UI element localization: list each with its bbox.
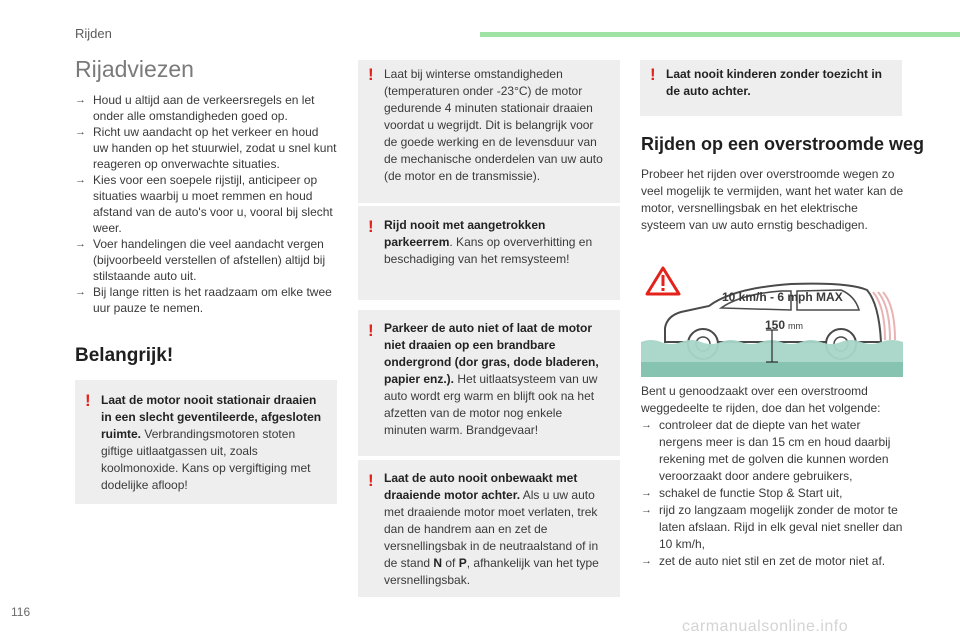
arrow-bullet-icon: → [75,94,86,106]
arrow-bullet-icon: → [75,126,86,138]
section-accent-bar [480,32,960,37]
warning-icon: ! [650,65,656,84]
warning-text: Als u uw auto met draaiende motor moet verlaten, trek dan de handrem aan en zet de versnellingsbak in de neutraalstand of in de stand [384,488,599,570]
page-title: Rijadviezen [75,56,194,82]
arrow-bullet-icon: → [641,504,652,516]
warning-text: Laat bij winterse omstandigheden (temperaturen onder -23°C) de motor gedurende 4 minuten stationair draaien voordat u wegrijdt. Dit is belangrijk voor de goede werking en de levensduur van de mechanische onderdelen van uw auto (de motor en de transmissie). [384,67,603,183]
warning-triangle-icon [647,268,679,294]
list-item: → schakel de functie Stop & Start uit, [641,486,843,500]
list-item: → Voer handelingen die veel aandacht vergen (bijvoorbeeld verstellen of afstellen) altijd bij stilstaande auto uit. [75,237,326,283]
warning-box-children [640,60,902,116]
watermark: carmanualsonline.info [682,618,849,635]
list-item: → Houd u altijd aan de verkeersregels en let onder alle omstandigheden goed op. [75,93,315,123]
warning-box-unattended [358,460,620,597]
arrow-bullet-icon: → [641,487,652,499]
warning-icon: ! [368,471,374,490]
warning-bold: Rijd nooit met aangetrokken parkeerrem [384,218,546,249]
advice-intro: Bent u genoodzaakt over een overstroomd weggedeelte te rijden, doe dan het volgende: [641,384,881,415]
speed-limit-label: 10 km/h - 6 mph MAX [722,290,843,304]
warning-icon: ! [368,217,374,236]
gear-n: N [433,556,443,570]
warning-bold: Laat de auto nooit onbewaakt met draaiende motor achter. [384,471,578,502]
warning-icon: ! [368,65,374,84]
list-item: → Bij lange ritten is het raadzaam om elke twee uur pauze te nemen. [75,285,332,315]
warning-text-end: , afhankelijk van het type versnellingsbak. [384,556,599,587]
arrow-bullet-icon: → [641,419,652,431]
page-number: 116 [11,605,31,619]
warning-text: . Kans op oververhitting en beschadiging van het remsysteem! [384,235,593,266]
warning-box-parking-brake [358,206,620,300]
warning-icon: ! [368,321,374,340]
warning-box-ventilation [75,380,337,504]
warning-bold: Parkeer de auto niet of laat de motor niet draaien op een brandbare ondergrond (dor gras, dode bladeren, papier enz.). [384,321,599,386]
warning-box-flammable-ground [358,310,620,456]
arrow-bullet-icon: → [75,286,86,298]
gear-p: P [458,556,467,570]
warning-bold: Laat nooit kinderen zonder toezicht in de auto achter. [666,67,883,98]
list-item: → Kies voor een soepele rijstijl, anticipeer op situaties waarbij u moet remmen en houd afstand van de auto's voor u, vooral bij slecht weer. [75,173,333,235]
warning-text-of: of [442,556,459,570]
important-heading: Belangrijk! [75,345,174,366]
warning-box-winter [358,60,620,203]
flooded-road-intro: Probeer het rijden over overstroomde wegen zo veel mogelijk te vermijden, want het water kan de motor, versnellingsbak en het elektrische systeem van uw auto ernstig beschadigen. [641,167,904,232]
arrow-bullet-icon: → [75,238,86,250]
flooded-road-illustration [641,258,903,377]
arrow-bullet-icon: → [75,174,86,186]
warning-icon: ! [85,391,91,410]
section-label: Rijden [75,26,112,41]
list-item: → zet de auto niet stil en zet de motor niet af. [641,554,886,568]
car-in-water-drawing [641,258,903,377]
warning-text: Verbrandingsmotoren stoten giftige uitlaatgassen uit, zoals koolmonoxide. Kans op vergiftiging met dodelijke afloop! [101,427,311,492]
list-item: → controleer dat de diepte van het water nergens meer is dan 15 cm en houd daarbij rekening met de golven die kunnen worden veroorzaakt door andere gebruikers, [641,418,891,483]
warning-text: Het uitlaatsysteem van uw auto wordt erg warm en blijft ook na het afzetten van de motor nog enkele minuten warm. Brandgevaar! [384,372,598,437]
arrow-bullet-icon: → [641,555,652,567]
driving-tips-list [75,92,337,316]
flooded-road-heading: Rijden op een overstroomde weg [641,134,925,154]
list-item: → Richt uw aandacht op het verkeer en houd uw handen op het stuurwiel, zodat u snel kunt reageren op onverwachte situaties. [75,125,337,171]
warning-bold: Laat de motor nooit stationair draaien in een slecht geventileerde, afgesloten ruimte. [101,393,322,441]
depth-unit: mm [788,321,803,331]
flooded-advice-list [641,417,905,570]
depth-value: 150 [765,318,786,332]
list-item: → rijd zo langzaam mogelijk zonder de motor te laten afslaan. Rijd in elk geval niet sneller dan 10 km/h, [641,503,903,551]
